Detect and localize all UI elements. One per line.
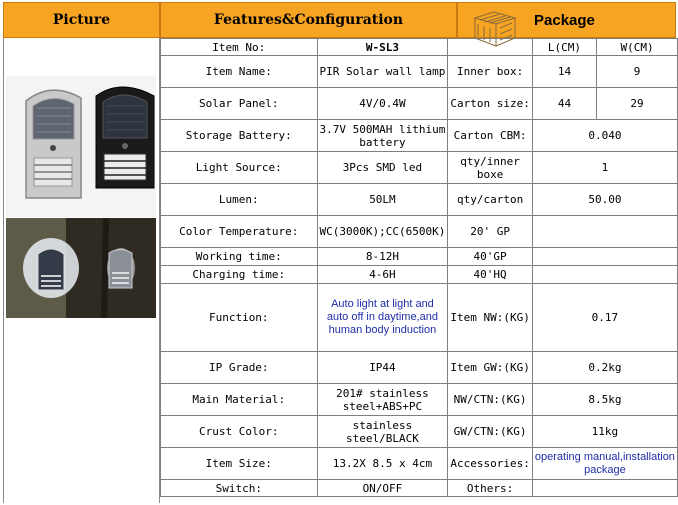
feature-label: Main Material: — [161, 384, 318, 416]
feature-label: Function: — [161, 284, 318, 352]
package-value — [532, 480, 677, 497]
package-value: 1 — [532, 152, 677, 184]
package-label: Inner box: — [448, 56, 532, 88]
feature-value: 3.7V 500MAH lithium battery — [317, 120, 448, 152]
package-value — [532, 248, 677, 266]
feature-value: 13.2X 8.5 x 4cm — [317, 448, 448, 480]
product-photo-lamps — [6, 76, 156, 217]
product-photo-installed — [6, 218, 156, 318]
package-value: 14 — [532, 56, 596, 88]
package-label: 20' GP — [448, 216, 532, 248]
feature-label: Switch: — [161, 480, 318, 497]
feature-label: Charging time: — [161, 266, 318, 284]
feature-label: Item Name: — [161, 56, 318, 88]
table-row — [161, 480, 678, 497]
package-label: Others: — [448, 480, 532, 497]
feature-label: Solar Panel: — [161, 88, 318, 120]
package-col-l: L(CM) — [532, 39, 596, 56]
feature-value: 4V/0.4W — [317, 88, 448, 120]
package-label: qty/inner boxe — [448, 152, 532, 184]
table-row — [161, 384, 678, 416]
table-row — [161, 152, 678, 184]
table-row — [161, 39, 678, 56]
package-value: 0.2kg — [532, 352, 677, 384]
table-row — [161, 352, 678, 384]
feature-value: ON/OFF — [317, 480, 448, 497]
features-header: Features&Configuration — [160, 2, 457, 38]
package-empty-cell — [448, 39, 532, 56]
package-value: 9 — [597, 56, 678, 88]
package-col-w: W(CM) — [597, 39, 678, 56]
package-value: 44 — [532, 88, 596, 120]
feature-label: Color Temperature: — [161, 216, 318, 248]
feature-label: Storage Battery: — [161, 120, 318, 152]
package-label: Carton size: — [448, 88, 532, 120]
feature-label: Crust Color: — [161, 416, 318, 448]
package-label: 40'GP — [448, 248, 532, 266]
feature-label: Working time: — [161, 248, 318, 266]
feature-label: Item No: — [161, 39, 318, 56]
feature-value: WC(3000K);CC(6500K) — [317, 216, 448, 248]
table-row — [161, 248, 678, 266]
feature-value: stainless steel/BLACK — [317, 416, 448, 448]
table-row — [161, 448, 678, 480]
package-label: Carton CBM: — [448, 120, 532, 152]
table-row — [161, 416, 678, 448]
feature-label: Item Size: — [161, 448, 318, 480]
package-header: Package — [457, 2, 676, 38]
table-row — [161, 120, 678, 152]
package-label: NW/CTN:(KG) — [448, 384, 532, 416]
table-row — [161, 88, 678, 120]
feature-value: 201# stainless steel+ABS+PC — [317, 384, 448, 416]
feature-label: Light Source: — [161, 152, 318, 184]
package-value — [532, 266, 677, 284]
table-row — [161, 216, 678, 248]
package-value — [532, 216, 677, 248]
package-label: Accessories: — [448, 448, 532, 480]
accessories-value: operating manual,installation package — [532, 448, 677, 480]
spec-table — [160, 38, 678, 497]
package-value: 8.5kg — [532, 384, 677, 416]
picture-header: Picture — [3, 2, 160, 38]
table-row — [161, 284, 678, 352]
feature-value: IP44 — [317, 352, 448, 384]
package-value: 50.00 — [532, 184, 677, 216]
function-description: Auto light at light and auto off in daytime,and human body induction — [317, 284, 448, 352]
package-label: Item GW:(KG) — [448, 352, 532, 384]
feature-value: 50LM — [317, 184, 448, 216]
package-value: 11kg — [532, 416, 677, 448]
feature-value: 3Pcs SMD led — [317, 152, 448, 184]
table-row — [161, 266, 678, 284]
feature-value: PIR Solar wall lamp — [317, 56, 448, 88]
table-row — [161, 56, 678, 88]
package-label: GW/CTN:(KG) — [448, 416, 532, 448]
table-row — [161, 184, 678, 216]
feature-value: 8-12H — [317, 248, 448, 266]
package-label: 40'HQ — [448, 266, 532, 284]
feature-value: W-SL3 — [317, 39, 448, 56]
package-value: 0.17 — [532, 284, 677, 352]
package-value: 0.040 — [532, 120, 677, 152]
package-label: Item NW:(KG) — [448, 284, 532, 352]
package-value: 29 — [597, 88, 678, 120]
feature-label: Lumen: — [161, 184, 318, 216]
package-label: qty/carton — [448, 184, 532, 216]
feature-label: IP Grade: — [161, 352, 318, 384]
feature-value: 4-6H — [317, 266, 448, 284]
